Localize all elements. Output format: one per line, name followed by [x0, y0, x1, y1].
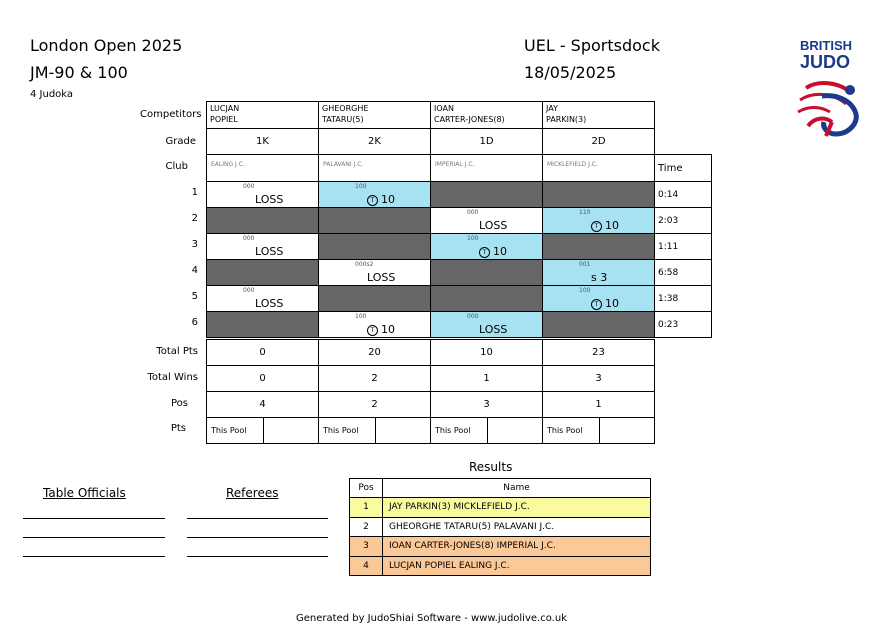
bout-cell [318, 259, 431, 286]
bout-number: 5 [191, 291, 198, 302]
official-line [23, 556, 165, 557]
bout-score: 100 [355, 183, 367, 190]
event-title: London Open 2025 [30, 36, 183, 55]
competitor-2-pos: 2 [318, 391, 431, 418]
bout-result [255, 297, 283, 310]
competitor-3-pts-blank [487, 417, 543, 444]
pts-label: Pts [170, 423, 186, 434]
competitor-3-name: IOAN CARTER-JONES(8) [430, 101, 543, 129]
bout-result-text: s 3 [591, 271, 608, 284]
bout-time: 1:11 [654, 233, 712, 260]
competitor-3-total-wins: 1 [430, 365, 543, 392]
official-line [23, 518, 165, 519]
bout-score: 100 [355, 313, 367, 320]
total-wins-label: Total Wins [147, 372, 198, 383]
bout-cell [542, 233, 655, 260]
referee-line [187, 556, 328, 557]
bout-score: 100 [579, 287, 591, 294]
bout-score: 000s2 [355, 261, 374, 268]
bout-time: 1:38 [654, 285, 712, 312]
bout-result [255, 245, 283, 258]
bout-result [367, 271, 395, 284]
logo-figure-icon [792, 78, 870, 140]
bout-result-text: LOSS [367, 271, 396, 284]
bout-cell [206, 285, 319, 312]
bout-number: 6 [191, 317, 198, 328]
competitor-2-pts-blank [375, 417, 431, 444]
bout-result-text: 10 [493, 245, 507, 258]
bout-result-text: 10 [605, 219, 619, 232]
bout-score: 110 [579, 209, 591, 216]
bout-result-text: LOSS [479, 323, 508, 336]
ippon-t-icon: T [591, 299, 602, 310]
competitor-3-pool-pts: This Pool [430, 417, 488, 444]
bout-result [591, 219, 619, 232]
bout-number: 4 [191, 265, 198, 276]
bout-cell [430, 207, 543, 234]
bout-cell [206, 311, 319, 338]
competitor-3-club: IMPERIAL J.C. [430, 154, 543, 182]
ippon-t-icon: T [367, 195, 378, 206]
bout-result [479, 219, 507, 232]
competitor-4-total-pts: 23 [542, 339, 655, 366]
bout-cell [542, 311, 655, 338]
time-header: Time [654, 154, 712, 182]
competitor-3-total-pts: 10 [430, 339, 543, 366]
bout-result [367, 193, 395, 206]
competitor-2-pool-pts: This Pool [318, 417, 376, 444]
competitor-4-pool-pts: This Pool [542, 417, 600, 444]
referee-line [187, 518, 328, 519]
bout-score: 000 [243, 183, 255, 190]
bout-result-text: LOSS [479, 219, 508, 232]
ippon-t-icon: T [591, 221, 602, 232]
british-judo-logo [790, 36, 870, 146]
event-date: 18/05/2025 [524, 63, 617, 82]
bout-cell [318, 233, 431, 260]
bout-cell [542, 181, 655, 208]
bout-result-text: LOSS [255, 245, 284, 258]
referees-label: Referees [226, 486, 279, 500]
pos-label: Pos [170, 398, 188, 409]
bout-cell [430, 233, 543, 260]
bout-cell [430, 181, 543, 208]
competitor-4-name: JAY PARKIN(3) [542, 101, 655, 129]
competitors-label: Competitors [140, 109, 202, 120]
bout-result [591, 297, 619, 310]
bout-score: 100 [467, 235, 479, 242]
competitor-4-total-wins: 3 [542, 365, 655, 392]
bout-score: 000 [243, 287, 255, 294]
bout-score: 000 [243, 235, 255, 242]
competitor-1-total-pts: 0 [206, 339, 319, 366]
total-pts-label: Total Pts [156, 346, 198, 357]
referee-line [187, 537, 328, 538]
logo-line2: JUDO [800, 52, 851, 72]
logo-line1: BRITISH [800, 38, 852, 53]
competitor-4-pts-blank [599, 417, 655, 444]
results-name: LUCJAN POPIEL EALING J.C. [382, 556, 651, 577]
ippon-t-icon: T [367, 325, 378, 336]
competitor-2-grade: 2K [318, 128, 431, 155]
bout-cell [206, 233, 319, 260]
competitor-2-total-wins: 2 [318, 365, 431, 392]
results-pos: 4 [349, 556, 383, 577]
bout-cell [318, 285, 431, 312]
bout-result [479, 323, 507, 336]
competitor-1-total-wins: 0 [206, 365, 319, 392]
bout-time: 0:14 [654, 181, 712, 208]
results-pos-header: Pos [349, 478, 383, 498]
bout-result-text: 10 [381, 323, 395, 336]
bout-score: 001 [579, 261, 591, 268]
competitor-4-pos: 1 [542, 391, 655, 418]
grade-label: Grade [165, 136, 196, 147]
ippon-t-icon: T [479, 247, 490, 258]
results-pos: 2 [349, 517, 383, 538]
competitor-3-pos: 3 [430, 391, 543, 418]
bout-score: 000 [467, 313, 479, 320]
bout-cell [206, 259, 319, 286]
bout-result-text: 10 [381, 193, 395, 206]
competitor-2-total-pts: 20 [318, 339, 431, 366]
competitor-4-grade: 2D [542, 128, 655, 155]
competitor-1-pool-pts: This Pool [206, 417, 264, 444]
competitor-1-name: LUCJAN POPIEL [206, 101, 319, 129]
category-label: JM-90 & 100 [30, 63, 128, 82]
bout-result-text: LOSS [255, 297, 284, 310]
competitor-2-club: PALAVANI J.C. [318, 154, 431, 182]
official-line [23, 537, 165, 538]
results-name: IOAN CARTER-JONES(8) IMPERIAL J.C. [382, 536, 651, 557]
table-officials-label: Table Officials [43, 486, 126, 500]
bout-cell [542, 285, 655, 312]
club-label: Club [165, 161, 188, 172]
competitor-2-name: GHEORGHE TATARU(5) [318, 101, 431, 129]
bout-result [367, 323, 395, 336]
bout-cell [318, 311, 431, 338]
bout-result-text: 10 [605, 297, 619, 310]
results-name-header: Name [382, 478, 651, 498]
competitor-1-club: EALING J.C. [206, 154, 319, 182]
footer-credit: Generated by JudoShiai Software - www.judolive.co.uk [296, 613, 567, 624]
bout-time: 2:03 [654, 207, 712, 234]
bout-number: 1 [191, 187, 198, 198]
results-pos: 3 [349, 536, 383, 557]
competitor-1-grade: 1K [206, 128, 319, 155]
bout-cell [206, 181, 319, 208]
bout-result [255, 193, 283, 206]
bout-cell [542, 259, 655, 286]
competitor-1-pos: 4 [206, 391, 319, 418]
bout-cell [206, 207, 319, 234]
bout-result [479, 245, 507, 258]
results-name: JAY PARKIN(3) MICKLEFIELD J.C. [382, 497, 651, 518]
bout-cell [430, 311, 543, 338]
results-pos: 1 [349, 497, 383, 518]
bout-cell [430, 285, 543, 312]
results-name: GHEORGHE TATARU(5) PALAVANI J.C. [382, 517, 651, 538]
bout-time: 6:58 [654, 259, 712, 286]
competitor-4-club: MICKLEFIELD J.C. [542, 154, 655, 182]
bout-result-text: LOSS [255, 193, 284, 206]
bout-cell [318, 181, 431, 208]
competitor-3-grade: 1D [430, 128, 543, 155]
bout-cell [542, 207, 655, 234]
venue-label: UEL - Sportsdock [524, 36, 660, 55]
bout-number: 2 [191, 213, 198, 224]
bout-time: 0:23 [654, 311, 712, 338]
bout-score: 000 [467, 209, 479, 216]
results-title: Results [469, 460, 513, 474]
bout-cell [430, 259, 543, 286]
bout-number: 3 [191, 239, 198, 250]
bout-cell [318, 207, 431, 234]
judoka-count: 4 Judoka [30, 89, 74, 100]
bout-result [591, 271, 607, 284]
competitor-1-pts-blank [263, 417, 319, 444]
